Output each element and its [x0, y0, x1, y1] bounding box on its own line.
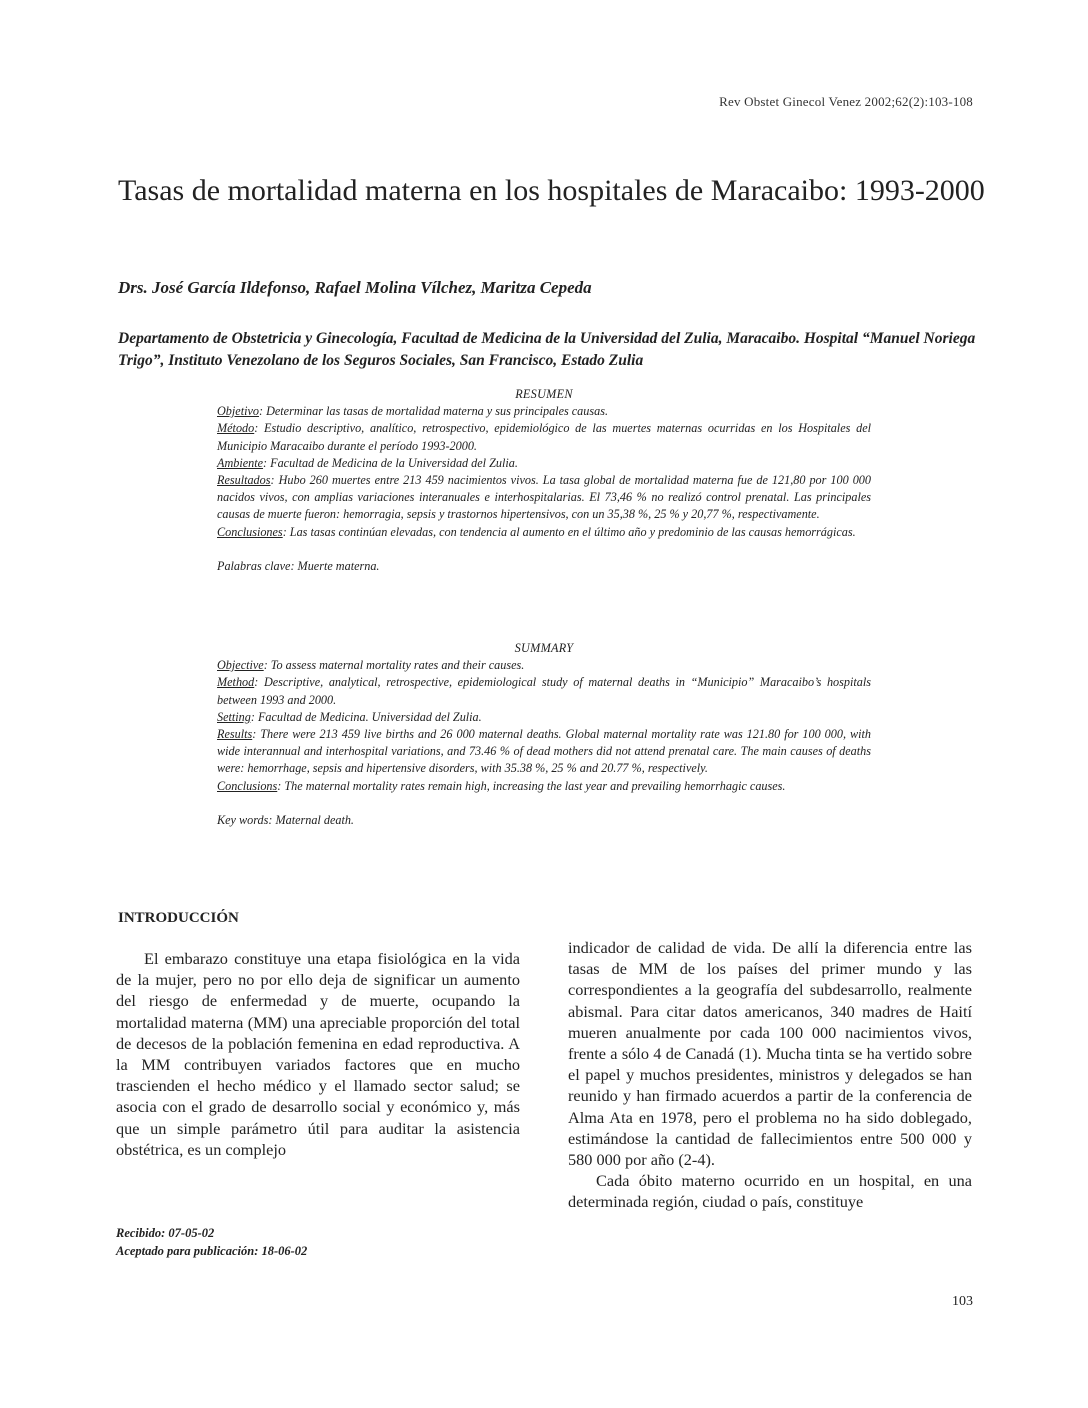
summary-objective: [217, 657, 871, 674]
method-label: Method: [217, 675, 255, 690]
submission-dates: [116, 1224, 307, 1260]
conclusions-text: : The maternal mortality rates remain high, increasing the last year and prevailing hemorrhagic causes.: [277, 778, 786, 793]
resumen-metodo: [217, 420, 871, 454]
journal-citation: Rev Obstet Ginecol Venez 2002;62(2):103-108: [719, 94, 973, 109]
conclusions-label: Conclusions: [217, 778, 278, 793]
body-column-left: [116, 948, 520, 1160]
resumen-conclusiones: [217, 524, 871, 541]
resumen-objetivo: [217, 403, 871, 420]
summary-results: [217, 726, 871, 778]
ambiente-text: : Facultad de Medicina de la Universidad del Zulia.: [263, 455, 518, 470]
summary-conclusions: [217, 778, 871, 795]
key-words: Key words: Maternal death.: [217, 812, 354, 827]
resumen-section: [217, 386, 871, 575]
intro-paragraph: El embarazo constituye una etapa fisiológica en la vida de la mujer, pero no por ello deja de significar un aumento del riesgo de enfermedad y de muerte, ocupando la mortalidad materna (MM) una apreciable proporción del total de decesos de la población femenina en edad reproductiva. A la MM contribuyen variados factores que en mucho trascienden el hecho médico y el llamado sector salud; se asocia con el grado de desarrollo social y económico y, más que un simple parámetro útil para auditar la asistencia obstétrica, es un complejo: [116, 949, 520, 1159]
summary-heading: SUMMARY: [514, 641, 574, 655]
objetivo-text: : Determinar las tasas de mortalidad materna y sus principales causas.: [258, 404, 608, 419]
page-number: 103: [952, 1294, 973, 1309]
resumen-resultados: [217, 472, 871, 524]
conclusiones-text: : Las tasas continúan elevadas, con tendencia al aumento en el último año y predominio de las causas hemorrágicas.: [282, 524, 856, 539]
ambiente-label: Ambiente: [217, 455, 264, 470]
article-title: Tasas de mortalidad materna en los hospitales de Maracaibo: 1993-2000: [118, 174, 985, 207]
resumen-heading: RESUMEN: [515, 387, 573, 401]
intro-paragraph-2: Cada óbito materno ocurrido en un hospital, en una determinada región, ciudad o país, constituye: [568, 1171, 972, 1212]
palabras-clave: Palabras clave: Muerte materna.: [217, 558, 380, 573]
resultados-label: Resultados: [217, 473, 271, 488]
setting-label: Setting: [217, 709, 251, 724]
summary-method: [217, 674, 871, 708]
affiliation: Departamento de Obstetricia y Ginecología, Facultad de Medicina de la Universidad del Zulia, Maracaibo. Hospital “Manuel Noriega Trigo”, Instituto Venezolano de los Seguros Sociales, San Francisco, Estado Zulia: [118, 330, 976, 369]
resumen-ambiente: [217, 455, 871, 472]
results-text: : There were 213 459 live births and 26 000 maternal deaths. Global maternal mortality rate was 121.80 for 100 000, with wide interannual and interhospital variations, and 73.46 % of dead mothers did not attend prenatal care. The main causes of deaths were: hemorrhage, sepsis and hipertensive disorders, with 35.38 %, 25 % and 20.77 %, respectively.: [217, 727, 871, 776]
summary-setting: [217, 709, 871, 726]
conclusiones-label: Conclusiones: [217, 524, 283, 539]
objective-text: : To assess maternal mortality rates and their causes.: [263, 658, 525, 673]
intro-paragraph-continued: indicador de calidad de vida. De allí la diferencia entre las tasas de MM de los países del primer mundo y las correspondientes a la geografía del subdesarrollo, realmente abismal. Para citar datos americanos, 340 madres de Haití mueren anualmente por cada 100 000 nacimientos vivos, frente a sólo 4 de Canadá (1). Mucha tinta se ha vertido sobre el papel y muchos presidentes, ministros y delegados se han reunido y han firmado acuerdos a partir de la conferencia de Alma Ata en 1978, pero el problema no ha sido doblegado, estimándose la cantidad de fallecimientos entre 500 000 y 580 000 por año (2-4).: [568, 938, 972, 1170]
authors: Drs. José García Ildefonso, Rafael Molina Vílchez, Maritza Cepeda: [118, 278, 592, 297]
received-date: Recibido: 07-05-02: [116, 1226, 215, 1240]
resultados-text: : Hubo 260 muertes entre 213 459 nacimientos vivos. La tasa global de mortalidad materna fue de 121,80 por 100 000 nacidos vivos, con amplias variaciones interanuales e interhospitalarias. El 73,46 % no realizó control prenatal. Las principales causas de muerte fueron: hemorragia, sepsis y trastornos hipertensivos, con un 35,38 %, 25 % y 20,77 %, respectivamente.: [217, 473, 871, 522]
setting-text: : Facultad de Medicina. Universidad del Zulia.: [250, 709, 482, 724]
objetivo-label: Objetivo: [217, 404, 259, 419]
objective-label: Objective: [217, 658, 264, 673]
accepted-date: Aceptado para publicación: 18-06-02: [116, 1244, 308, 1258]
method-text: : Descriptive, analytical, retrospective, epidemiological study of maternal deaths in “Municipio” Maracaibo’s hospitals between 1993 and 2000.: [217, 675, 871, 707]
metodo-label: Método: [217, 421, 255, 436]
metodo-text: : Estudio descriptivo, analítico, retrospectivo, epidemiológico de las muertes maternas ocurridas en los Hospitales del Municipio Maracaibo durante el período 1993-2000.: [217, 421, 871, 453]
intro-heading: INTRODUCCIÓN: [118, 910, 239, 926]
body-column-right: [568, 937, 972, 1213]
results-label: Results: [217, 727, 253, 742]
summary-section: [217, 640, 871, 829]
